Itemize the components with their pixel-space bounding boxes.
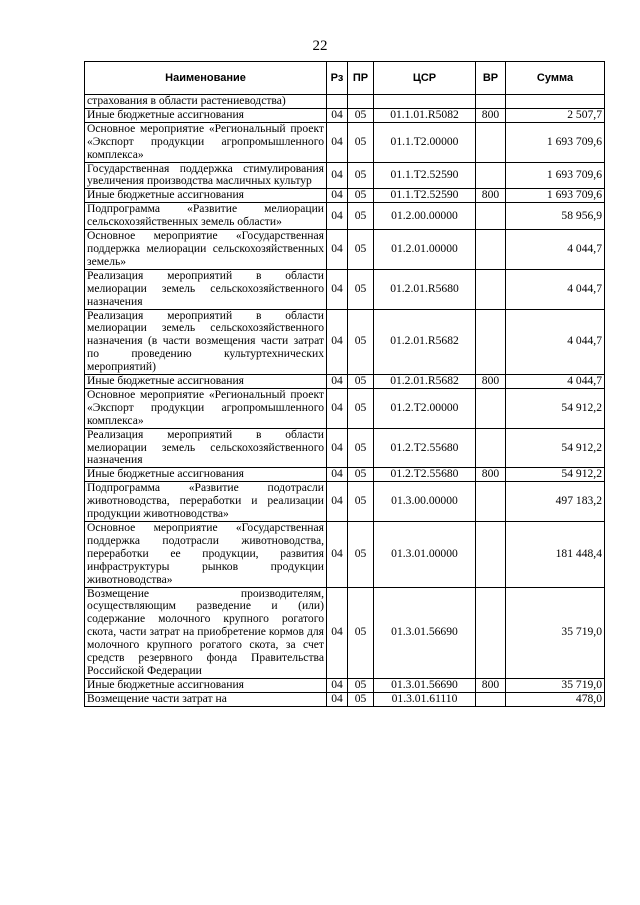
cell-rz: 04 — [327, 122, 348, 162]
cell-rz — [327, 95, 348, 109]
cell-pr: 05 — [348, 482, 374, 522]
cell-csr: 01.2.01.00000 — [374, 230, 476, 270]
cell-sum: 4 044,7 — [506, 230, 605, 270]
cell-name: Иные бюджетные ассигнования — [85, 468, 327, 482]
cell-pr: 05 — [348, 230, 374, 270]
table-row — [85, 482, 605, 522]
cell-vr — [476, 309, 506, 375]
cell-csr: 01.3.01.00000 — [374, 522, 476, 588]
cell-name: Иные бюджетные ассигнования — [85, 375, 327, 389]
cell-pr: 05 — [348, 162, 374, 189]
cell-pr: 05 — [348, 375, 374, 389]
header-csr: ЦСР — [374, 62, 476, 95]
cell-sum: 181 448,4 — [506, 522, 605, 588]
budget-table — [84, 61, 605, 707]
cell-rz: 04 — [327, 108, 348, 122]
cell-name: Основное мероприятие «Государственная поддержка подотрасли животноводства, переработки ее продукции, развития инфраструктуры рынков продукции животноводства» — [85, 522, 327, 588]
cell-name: Основное мероприятие «Государственная поддержка мелиорации сельскохозяйственных земель» — [85, 230, 327, 270]
cell-pr: 05 — [348, 388, 374, 428]
cell-rz: 04 — [327, 230, 348, 270]
cell-sum: 35 719,0 — [506, 587, 605, 678]
table-header-row — [85, 62, 605, 95]
cell-csr: 01.2.01.R5682 — [374, 309, 476, 375]
cell-vr — [476, 587, 506, 678]
cell-rz: 04 — [327, 692, 348, 706]
cell-pr: 05 — [348, 269, 374, 309]
cell-csr: 01.2.Т2.00000 — [374, 388, 476, 428]
cell-csr: 01.1.01.R5082 — [374, 108, 476, 122]
header-sum: Сумма — [506, 62, 605, 95]
cell-rz: 04 — [327, 189, 348, 203]
cell-rz: 04 — [327, 468, 348, 482]
cell-pr: 05 — [348, 122, 374, 162]
table-row — [85, 468, 605, 482]
table-row — [85, 692, 605, 706]
cell-pr: 05 — [348, 692, 374, 706]
table-row — [85, 309, 605, 375]
cell-rz: 04 — [327, 309, 348, 375]
cell-vr — [476, 522, 506, 588]
cell-vr — [476, 269, 506, 309]
cell-sum: 4 044,7 — [506, 309, 605, 375]
cell-pr: 05 — [348, 587, 374, 678]
cell-name: Реализация мероприятий в области мелиорации земель сельскохозяйственного назначения — [85, 428, 327, 468]
cell-pr: 05 — [348, 108, 374, 122]
cell-pr: 05 — [348, 309, 374, 375]
cell-name: Иные бюджетные ассигнования — [85, 108, 327, 122]
table-row — [85, 95, 605, 109]
table-row — [85, 189, 605, 203]
cell-vr — [476, 162, 506, 189]
cell-vr: 800 — [476, 678, 506, 692]
table-row — [85, 203, 605, 230]
header-vr: ВР — [476, 62, 506, 95]
cell-vr: 800 — [476, 189, 506, 203]
table-row — [85, 269, 605, 309]
table-body — [85, 95, 605, 707]
cell-vr — [476, 95, 506, 109]
cell-sum: 497 183,2 — [506, 482, 605, 522]
cell-sum: 54 912,2 — [506, 468, 605, 482]
cell-name: Основное мероприятие «Региональный проект «Экспорт продукции агропромышленного комплекса» — [85, 122, 327, 162]
cell-csr: 01.1.Т2.52590 — [374, 189, 476, 203]
cell-vr — [476, 388, 506, 428]
cell-rz: 04 — [327, 375, 348, 389]
cell-sum: 58 956,9 — [506, 203, 605, 230]
cell-vr: 800 — [476, 375, 506, 389]
cell-pr — [348, 95, 374, 109]
cell-rz: 04 — [327, 678, 348, 692]
table-row — [85, 108, 605, 122]
cell-rz: 04 — [327, 482, 348, 522]
cell-name: Подпрограмма «Развитие подотрасли животноводства, переработки и реализации продукции животноводства» — [85, 482, 327, 522]
table-row — [85, 122, 605, 162]
cell-vr: 800 — [476, 468, 506, 482]
table-row — [85, 375, 605, 389]
cell-vr — [476, 122, 506, 162]
cell-name: Государственная поддержка стимулирования увеличения производства масличных культур — [85, 162, 327, 189]
header-rz: Рз — [327, 62, 348, 95]
cell-pr: 05 — [348, 203, 374, 230]
cell-sum: 4 044,7 — [506, 269, 605, 309]
cell-pr: 05 — [348, 189, 374, 203]
header-pr: ПР — [348, 62, 374, 95]
cell-vr — [476, 428, 506, 468]
cell-vr — [476, 692, 506, 706]
cell-sum: 1 693 709,6 — [506, 162, 605, 189]
table-row — [85, 162, 605, 189]
cell-name: Иные бюджетные ассигнования — [85, 189, 327, 203]
cell-csr: 01.3.00.00000 — [374, 482, 476, 522]
cell-name: Возмещение части затрат на — [85, 692, 327, 706]
cell-rz: 04 — [327, 203, 348, 230]
cell-rz: 04 — [327, 428, 348, 468]
cell-csr: 01.2.01.R5680 — [374, 269, 476, 309]
cell-sum — [506, 95, 605, 109]
cell-name: Возмещение производителям, осуществляющим разведение и (или) содержание молочного крупного рогатого скота, части затрат на приобретение кормов для молочного крупного рогатого скота, за счет средств резервного фонда Правительства Российской Федерации — [85, 587, 327, 678]
cell-rz: 04 — [327, 388, 348, 428]
cell-name: Реализация мероприятий в области мелиорации земель сельскохозяйственного назначения — [85, 269, 327, 309]
cell-vr: 800 — [476, 108, 506, 122]
cell-csr: 01.3.01.61110 — [374, 692, 476, 706]
cell-rz: 04 — [327, 269, 348, 309]
cell-csr: 01.2.Т2.55680 — [374, 428, 476, 468]
cell-name: Основное мероприятие «Региональный проект «Экспорт продукции агропромышленного комплекса» — [85, 388, 327, 428]
cell-vr — [476, 230, 506, 270]
cell-sum: 478,0 — [506, 692, 605, 706]
cell-csr: 01.2.01.R5682 — [374, 375, 476, 389]
cell-name: Иные бюджетные ассигнования — [85, 678, 327, 692]
cell-csr: 01.3.01.56690 — [374, 587, 476, 678]
cell-rz: 04 — [327, 587, 348, 678]
table-row — [85, 522, 605, 588]
cell-csr — [374, 95, 476, 109]
cell-sum: 54 912,2 — [506, 388, 605, 428]
cell-pr: 05 — [348, 678, 374, 692]
cell-sum: 2 507,7 — [506, 108, 605, 122]
cell-rz: 04 — [327, 522, 348, 588]
cell-sum: 4 044,7 — [506, 375, 605, 389]
cell-name: страхования в области растениеводства) — [85, 95, 327, 109]
cell-sum: 35 719,0 — [506, 678, 605, 692]
cell-csr: 01.1.Т2.52590 — [374, 162, 476, 189]
cell-csr: 01.2.Т2.55680 — [374, 468, 476, 482]
cell-sum: 1 693 709,6 — [506, 189, 605, 203]
cell-pr: 05 — [348, 468, 374, 482]
cell-name: Подпрограмма «Развитие мелиорации сельскохозяйственных земель области» — [85, 203, 327, 230]
cell-sum: 1 693 709,6 — [506, 122, 605, 162]
table-row — [85, 428, 605, 468]
cell-csr: 01.3.01.56690 — [374, 678, 476, 692]
cell-sum: 54 912,2 — [506, 428, 605, 468]
cell-vr — [476, 203, 506, 230]
table-row — [85, 230, 605, 270]
cell-rz: 04 — [327, 162, 348, 189]
cell-pr: 05 — [348, 428, 374, 468]
cell-vr — [476, 482, 506, 522]
cell-pr: 05 — [348, 522, 374, 588]
table-row — [85, 587, 605, 678]
table-row — [85, 678, 605, 692]
page-number: 22 — [312, 38, 328, 54]
cell-csr: 01.1.Т2.00000 — [374, 122, 476, 162]
table-row — [85, 388, 605, 428]
cell-name: Реализация мероприятий в области мелиорации земель сельскохозяйственного назначения (в части возмещения части затрат по проведению культуртехнических мероприятий) — [85, 309, 327, 375]
header-name: Наименование — [85, 62, 327, 95]
cell-csr: 01.2.00.00000 — [374, 203, 476, 230]
